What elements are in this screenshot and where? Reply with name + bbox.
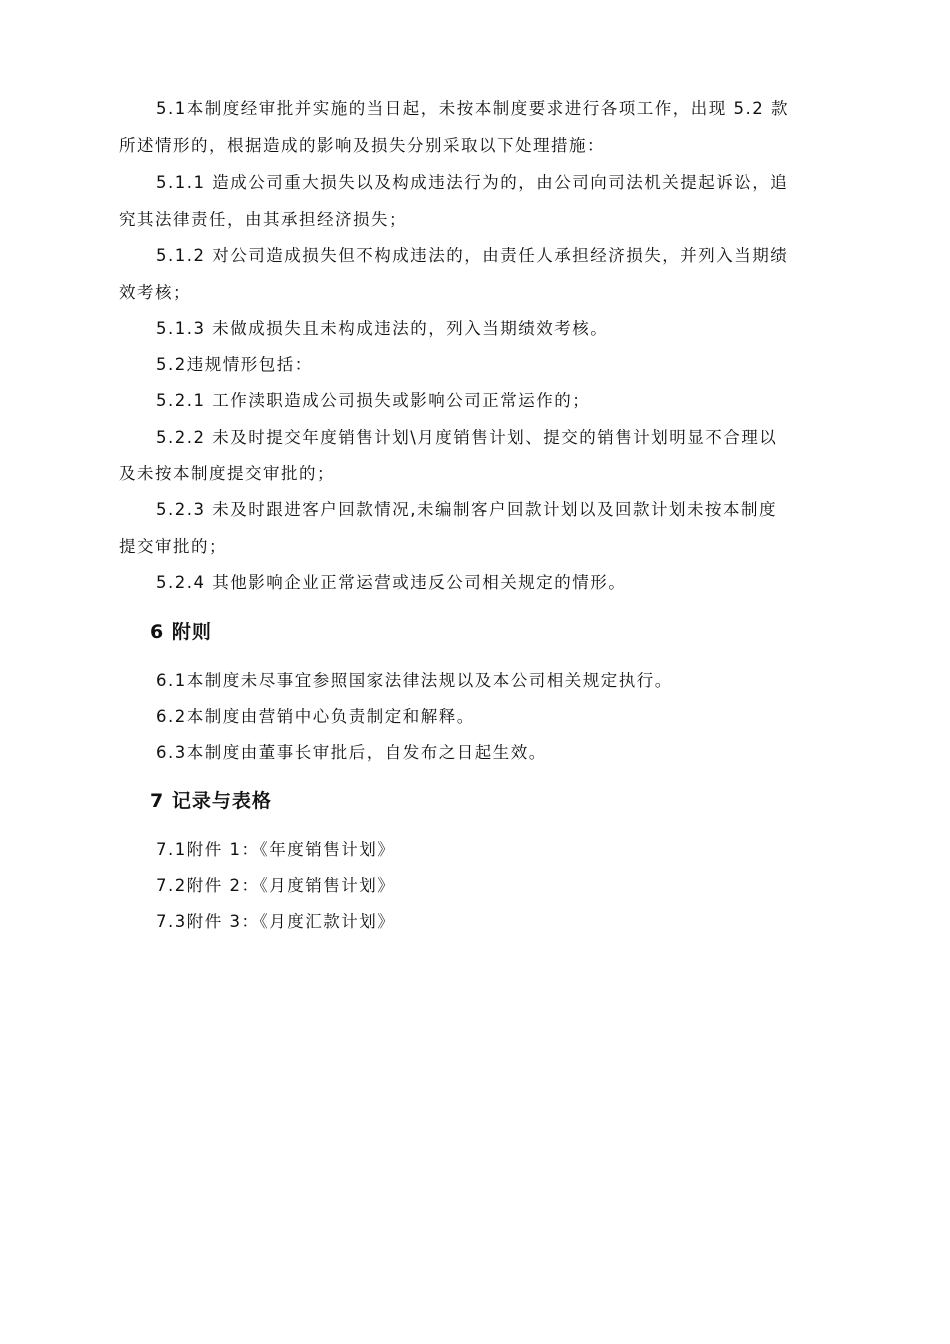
section-6-item: 6.2本制度由营销中心负责制定和解释。: [156, 707, 475, 726]
paragraph-5-2-4: 5.2.4 其他影响企业正常运营或违反公司相关规定的情形。: [156, 573, 627, 592]
paragraph-5-2: 5.2违规情形包括：: [156, 355, 313, 374]
paragraph-5-1-line-1: 5.1本制度经审批并实施的当日起，未按本制度要求进行各项工作，出现 5.2 款: [156, 99, 789, 118]
paragraph-5-1-1-line-1: 5.1.1 造成公司重大损失以及构成违法行为的，由公司向司法机关提起诉讼，追: [156, 173, 789, 192]
paragraph-5-2-1: 5.2.1 工作渎职造成公司损失或影响公司正常运作的；: [156, 391, 591, 410]
section-7-item: 7.2附件 2：《月度销售计划》: [156, 876, 396, 895]
paragraph-5-2-2-line-2: 及未按本制度提交审批的；: [119, 464, 335, 483]
paragraph-5-1-2-line-2: 效考核；: [119, 283, 191, 302]
section-7-item: 7.3附件 3：《月度汇款计划》: [156, 912, 396, 931]
section-6-heading: 6 附则: [150, 621, 212, 643]
paragraph-5-1-line-2: 所述情形的，根据造成的影响及损失分别采取以下处理措施：: [119, 136, 605, 155]
section-7-heading: 7 记录与表格: [150, 790, 272, 812]
paragraph-5-2-3-line-1: 5.2.3 未及时跟进客户回款情况,未编制客户回款计划以及回款计划未按本制度: [156, 500, 777, 519]
section-6-item: 6.3本制度由董事长审批后，自发布之日起生效。: [156, 743, 547, 762]
paragraph-5-1-2-line-1: 5.1.2 对公司造成损失但不构成违法的，由责任人承担经济损失，并列入当期绩: [156, 246, 789, 265]
paragraph-5-2-3-line-2: 提交审批的；: [119, 537, 227, 556]
section-6-item: 6.1本制度未尽事宜参照国家法律法规以及本公司相关规定执行。: [156, 671, 673, 690]
paragraph-5-2-2-line-1: 5.2.2 未及时提交年度销售计划\月度销售计划、提交的销售计划明显不合理以: [156, 428, 778, 447]
paragraph-5-1-1-line-2: 究其法律责任，由其承担经济损失；: [119, 210, 407, 229]
paragraph-5-1-3: 5.1.3 未做成损失且未构成违法的，列入当期绩效考核。: [156, 319, 609, 338]
section-7-item: 7.1附件 1：《年度销售计划》: [156, 840, 396, 859]
